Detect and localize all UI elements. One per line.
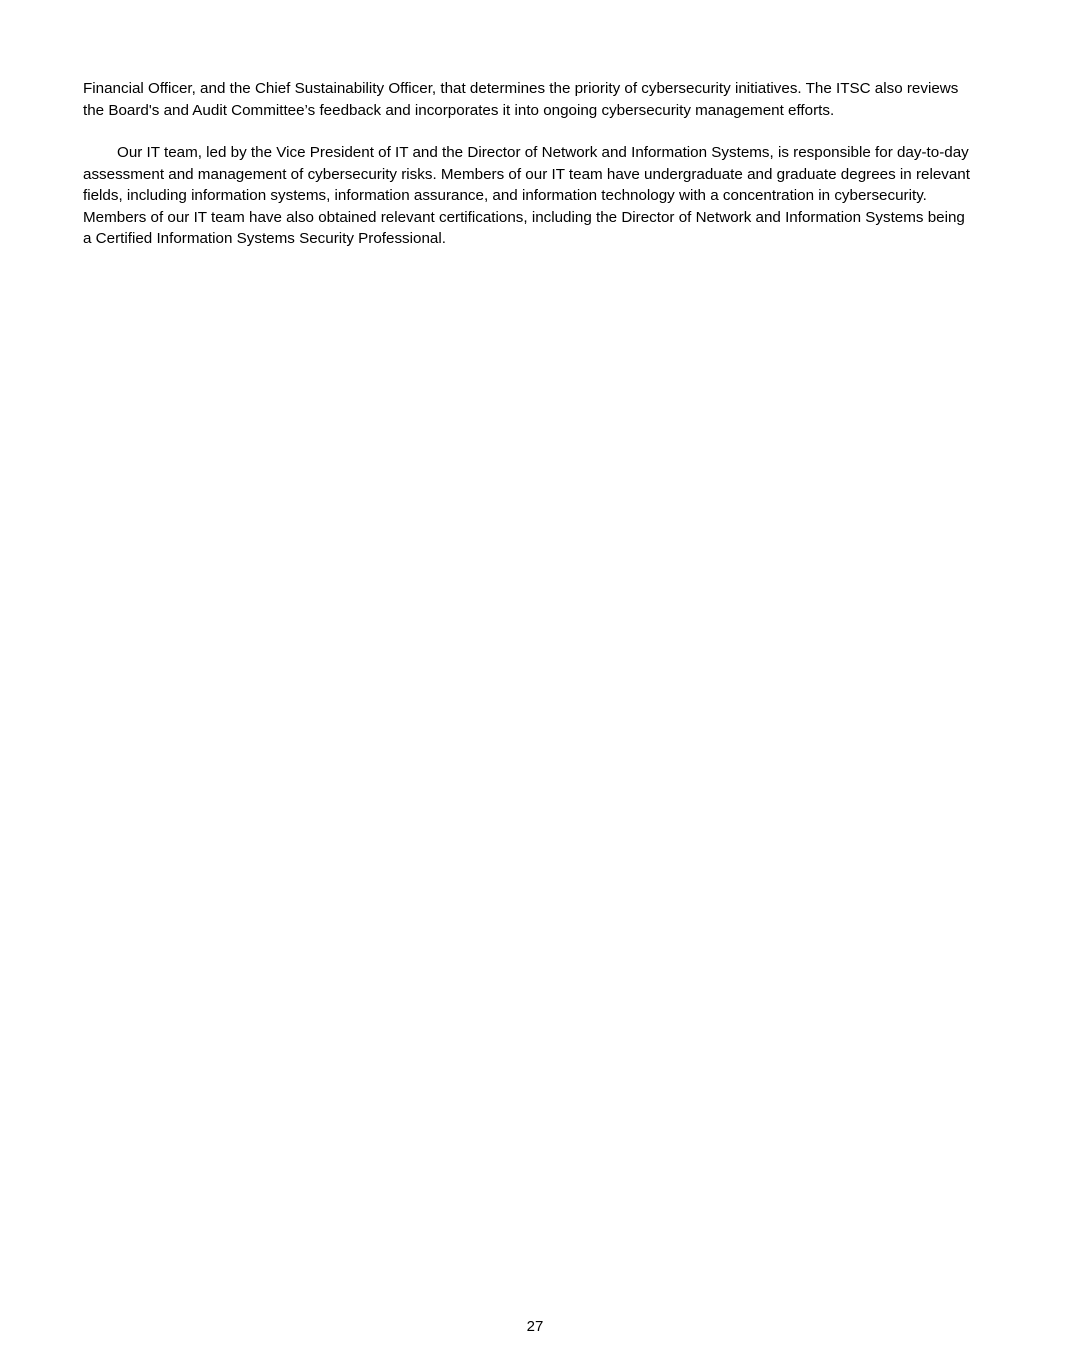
page-number: 27 <box>526 1318 544 1335</box>
paragraph-it-team <box>83 142 973 250</box>
paragraph-continued <box>83 78 973 121</box>
paragraph-text: Our IT team, led by the Vice President of IT and the Director of Network and Information Systems, is responsible for day-to-day assessment and management of cybersecurity risks. Members of our IT team have undergraduate and graduate degrees in relevant fields, including information systems, information assurance, and information technology with a concentration in cybersecurity. Members of our IT team have also obtained relevant certifications, including the Director of Network and Information Systems being a Certified Information Systems Security Professional. <box>83 144 970 247</box>
page-content <box>83 78 973 250</box>
paragraph-text: Financial Officer, and the Chief Sustainability Officer, that determines the priority of cybersecurity initiatives. The ITSC also reviews the Board's and Audit Committee’s feedback and incorporates it into ongoing cybersecurity management efforts. <box>83 80 959 119</box>
